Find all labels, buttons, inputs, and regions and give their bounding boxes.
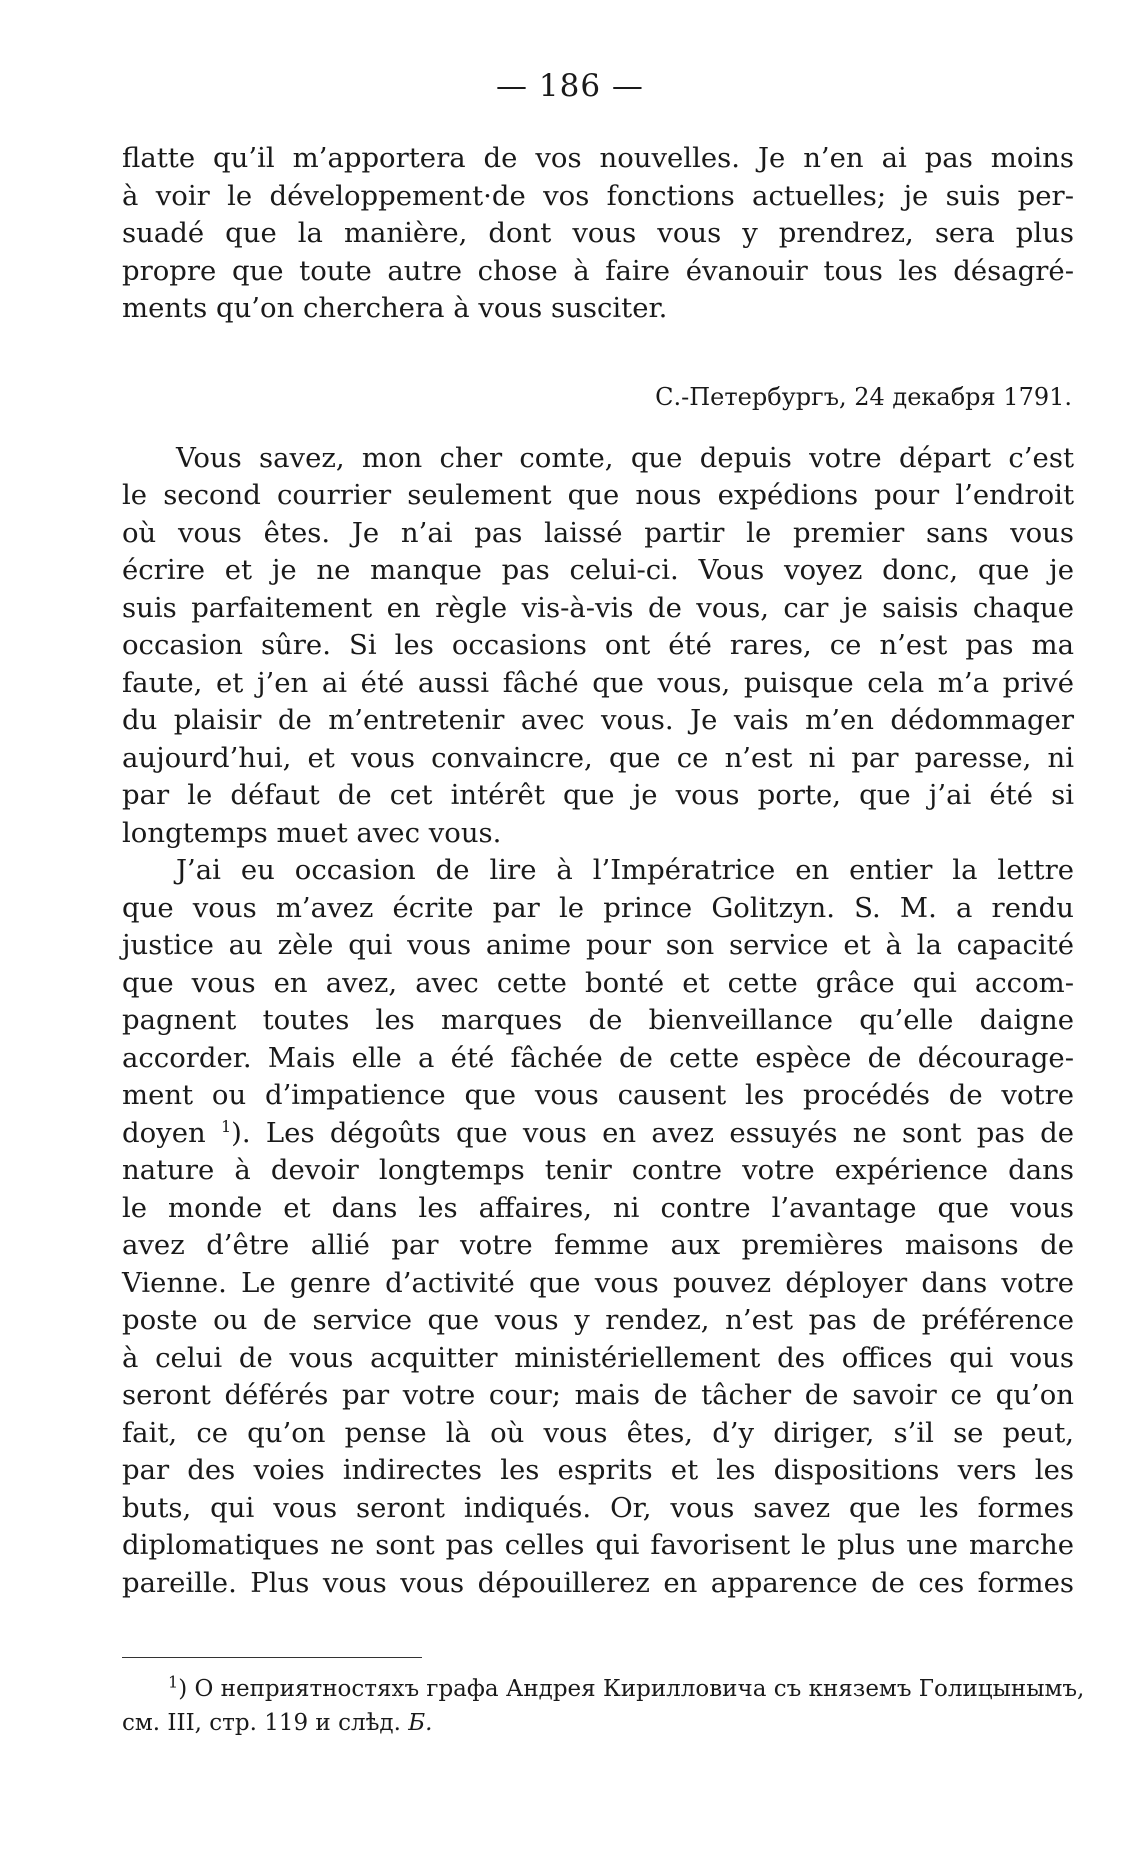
text-line: suadé que la manière, dont vous vous y prendrez, sera plus — [122, 217, 1074, 249]
text-line: Vienne. Le genre d’activité que vous pouvez déployer dans votre — [122, 1266, 1074, 1299]
text-line: par des voies indirectes les esprits et les dispositions vers les — [122, 1454, 1074, 1486]
body-text — [122, 140, 1074, 1602]
footnote-signature: Б. — [408, 1710, 433, 1736]
text-line: par le défaut de cet intérêt que je vous porte, que j’ai été si — [122, 779, 1074, 811]
footnote-reference: 1 — [220, 1116, 232, 1136]
text-line: écrire et je ne manque pas celui-ci. Vous voyez donc, que je — [122, 554, 1074, 586]
text-line: pareille. Plus vous vous dépouillerez en apparence de ces formes — [122, 1566, 1074, 1599]
text-line: J’ai eu occasion de lire à l’Impératrice en entier la lettre — [176, 854, 1074, 886]
text-line: seront déférés par votre cour; mais de tâcher de savoir ce qu’on — [122, 1379, 1074, 1411]
text-line: flatte qu’il m’apportera de vos nouvelles. Je n’en ai pas moins — [122, 142, 1074, 174]
letter-dateline: С.-Петербургъ, 24 декабря 1791. — [655, 382, 1072, 411]
footnote-marker: 1 — [168, 1672, 179, 1692]
text-line: aujourd’hui, et vous convaincre, que ce n’est ni par paresse, ni — [122, 741, 1074, 774]
text-fragment: ). Les dégoûts que vous en avez essuyés ne sont pas de — [231, 1116, 1074, 1149]
text-line: justice au zèle qui vous anime pour son service et à la capacité — [122, 929, 1074, 961]
footnote-line — [122, 1672, 1085, 1706]
text-line: le second courrier seulement que nous expédions pour l’endroit — [122, 479, 1074, 511]
paragraph-1 — [122, 140, 1074, 328]
page-number: — 186 — — [496, 68, 644, 104]
text-line: avez d’être allié par votre femme aux premières maisons de — [122, 1229, 1074, 1261]
text-line: suis parfaitement en règle vis-à-vis de vous, car je saisis chaque — [122, 591, 1074, 624]
text-line: que vous en avez, avec cette bonté et cette grâce qui accom- — [122, 966, 1074, 999]
paragraph-3 — [122, 852, 1074, 1602]
text-line-with-footnote-ref — [122, 1115, 1074, 1153]
text-line: Vous savez, mon cher comte, que depuis votre départ c’est — [176, 441, 1074, 474]
footnote-text: см. III, стр. 119 и слѣд. — [122, 1710, 409, 1736]
text-line: où vous êtes. Je n’ai pas laissé partir le premier sans vous — [122, 516, 1074, 549]
footnote — [122, 1672, 1085, 1740]
text-line: du plaisir de m’entretenir avec vous. Je vais m’en dédommager — [122, 704, 1074, 736]
text-line: faute, et j’en ai été aussi fâché que vous, puisque cela m’a privé — [122, 666, 1074, 699]
footnote-line — [122, 1706, 1074, 1740]
text-line: accorder. Mais elle a été fâchée de cette espèce de décourage- — [122, 1041, 1074, 1074]
text-line: pagnent toutes les marques de bienveillance qu’elle daigne — [122, 1004, 1074, 1036]
text-line: propre que toute autre chose à faire évanouir tous les désagré- — [122, 254, 1074, 287]
text-line: à celui de vous acquitter ministériellement des offices qui vous — [122, 1341, 1074, 1374]
text-fragment: doyen — [122, 1116, 206, 1149]
text-line: le monde et dans les affaires, ni contre l’avantage que vous — [122, 1191, 1074, 1224]
text-line: longtemps muet avec vous. — [122, 816, 502, 849]
footnote-text: ) О неприятностяхъ графа Андрея Кирилловича съ княземъ Голицынымъ, — [178, 1676, 1085, 1702]
text-line: poste ou de service que vous y rendez, n’est pas de préférence — [122, 1304, 1074, 1336]
text-line: fait, ce qu’on pense là où vous êtes, d’y diriger, s’il se peut, — [122, 1416, 1074, 1449]
text-line: à voir le développement·de vos fonctions actuelles; je suis per- — [122, 179, 1074, 212]
footnote-divider — [122, 1657, 422, 1658]
text-line: ments qu’on cherchera à vous susciter. — [122, 292, 668, 324]
paragraph-2 — [122, 440, 1074, 853]
text-line: diplomatiques ne sont pas celles qui favorisent le plus une marche — [122, 1529, 1074, 1561]
text-line: que vous m’avez écrite par le prince Golitzyn. S. M. a rendu — [122, 891, 1074, 924]
text-line: ment ou d’impatience que vous causent les procédés de votre — [122, 1079, 1074, 1111]
text-line: nature à devoir longtemps tenir contre votre expérience dans — [122, 1154, 1074, 1186]
text-line: buts, qui vous seront indiqués. Or, vous savez que les formes — [122, 1491, 1074, 1524]
text-line: occasion sûre. Si les occasions ont été rares, ce n’est pas ma — [122, 629, 1074, 661]
